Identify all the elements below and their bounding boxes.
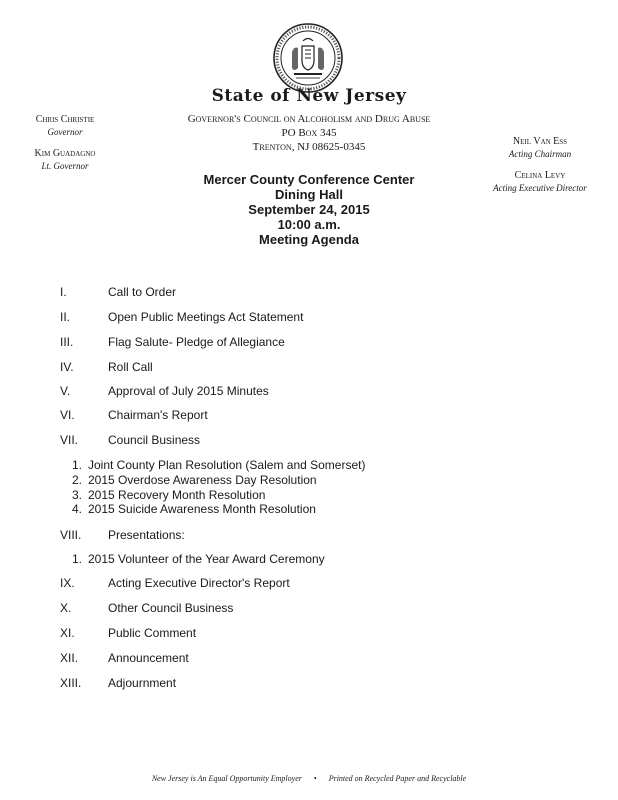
agenda-item-number: II. xyxy=(60,310,71,324)
agenda-item-label: Other Council Business xyxy=(108,601,234,615)
subitem-number: 3. xyxy=(71,488,82,502)
council-business-subitem xyxy=(62,488,265,502)
subitem-number: 4. xyxy=(71,502,82,516)
agenda-item-label: Approval of July 2015 Minutes xyxy=(108,384,269,398)
agenda-item xyxy=(60,384,269,398)
chairman-role: Acting Chairman xyxy=(508,149,572,159)
agenda-item xyxy=(60,335,285,349)
council-business-subitem xyxy=(62,502,316,516)
footer-separator: • xyxy=(313,774,317,783)
agenda-item xyxy=(60,360,153,374)
meeting-venue: Mercer County Conference Center xyxy=(203,172,415,187)
agenda-item xyxy=(60,528,185,542)
agenda-item-number: XI. xyxy=(60,626,75,640)
agenda-item-number: XIII. xyxy=(60,676,82,690)
agenda-item-number: VII. xyxy=(60,433,79,447)
chairman-name: Neil Van Ess xyxy=(512,136,568,147)
agenda-item-number: XII. xyxy=(60,651,79,665)
director-name: Celina Levy xyxy=(514,170,566,181)
agenda-item-label: Flag Salute- Pledge of Allegiance xyxy=(108,335,285,349)
agenda-item-number: IV. xyxy=(60,360,74,374)
agenda-item-label: Call to Order xyxy=(108,285,177,299)
agenda-item xyxy=(60,576,290,590)
agenda-item-label: Chairman's Report xyxy=(108,408,208,422)
agenda-item-number: V. xyxy=(60,384,71,398)
lt-governor-role: Lt. Governor xyxy=(41,161,89,171)
presentation-subitem xyxy=(62,552,325,566)
governor-role: Governor xyxy=(47,127,83,137)
agenda-item xyxy=(60,310,303,324)
agenda-item-number: III. xyxy=(60,335,74,349)
meeting-time: 10:00 a.m. xyxy=(277,217,341,232)
agenda-item-label: Roll Call xyxy=(108,360,153,374)
meeting-room: Dining Hall xyxy=(275,187,343,202)
agenda-item-label: Presentations: xyxy=(108,528,185,542)
subitem-number: 2. xyxy=(71,473,82,487)
meeting-date: September 24, 2015 xyxy=(248,202,370,217)
agenda-item-label: Announcement xyxy=(108,651,189,665)
subitem-label: Joint County Plan Resolution (Salem and Somerset) xyxy=(88,458,366,472)
subitem-label: 2015 Suicide Awareness Month Resolution xyxy=(88,502,316,516)
agenda-item-number: VIII. xyxy=(60,528,82,542)
agenda-item xyxy=(60,676,176,690)
council-business-subitem xyxy=(62,473,317,487)
subitem-label: 2015 Overdose Awareness Day Resolution xyxy=(88,473,317,487)
agenda-item-label: Council Business xyxy=(108,433,201,447)
agenda-item xyxy=(60,408,208,422)
subitem-number: 1. xyxy=(71,458,82,472)
agenda-item-label: Acting Executive Director's Report xyxy=(108,576,290,590)
agenda-item xyxy=(60,626,196,640)
agenda-item-label: Adjournment xyxy=(108,676,177,690)
lt-governor-name: Kim Guadagno xyxy=(34,148,96,159)
po-box: PO Box 345 xyxy=(281,127,337,139)
city-address: Trenton, NJ 08625-0345 xyxy=(252,141,366,153)
footer xyxy=(0,774,618,783)
director-role: Acting Executive Director xyxy=(493,183,587,193)
footer-employer-note: New Jersey is An Equal Opportunity Employer xyxy=(151,774,302,783)
agenda-item xyxy=(60,285,176,299)
agenda-item xyxy=(60,601,233,615)
subitem-number: 1. xyxy=(71,552,82,566)
subitem-label: 2015 Recovery Month Resolution xyxy=(88,488,266,502)
footer-recycled-note: Printed on Recycled Paper and Recyclable xyxy=(328,774,467,783)
council-name: Governor's Council on Alcoholism and Drug Abuse xyxy=(187,113,431,125)
agenda-item xyxy=(60,433,200,447)
state-title: State of New Jersey xyxy=(211,86,407,106)
agenda-item-number: IX. xyxy=(60,576,75,590)
governor-name: Chris Christie xyxy=(35,114,95,125)
agenda-item xyxy=(60,651,189,665)
council-business-subitem xyxy=(62,458,365,472)
subitem-label: 2015 Volunteer of the Year Award Ceremony xyxy=(88,552,325,566)
agenda-item-label: Open Public Meetings Act Statement xyxy=(108,310,304,324)
agenda-item-label: Public Comment xyxy=(108,626,197,640)
agenda-item-number: X. xyxy=(60,601,72,615)
meeting-title: Meeting Agenda xyxy=(259,232,359,247)
agenda-item-number: VI. xyxy=(60,408,75,422)
agenda-item-number: I. xyxy=(60,285,67,299)
